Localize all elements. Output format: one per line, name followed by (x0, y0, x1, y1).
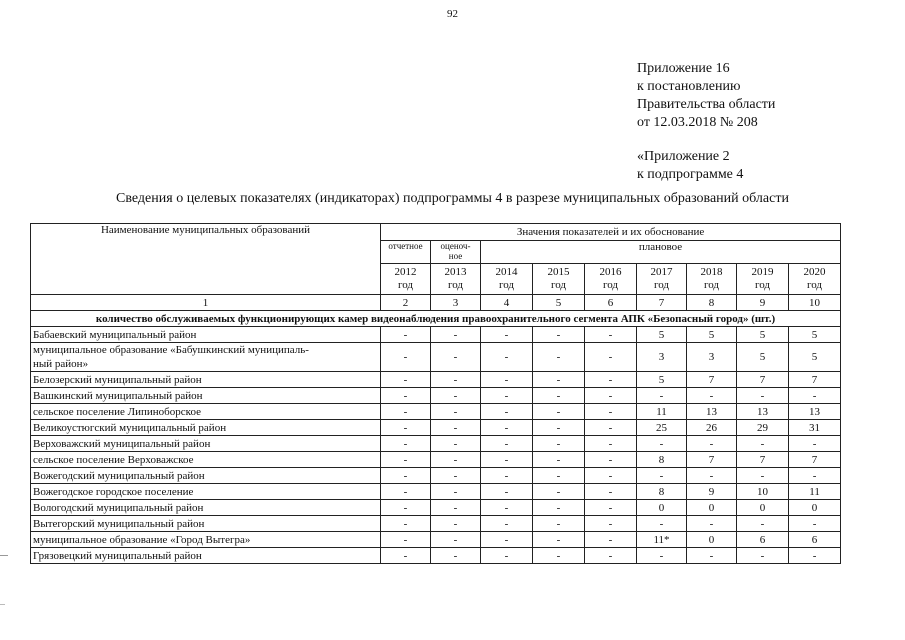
value-cell: - (533, 436, 585, 452)
value-cell: - (533, 500, 585, 516)
municipality-name: Вытегорский муниципальный район (31, 516, 381, 532)
value-cell: - (481, 452, 533, 468)
value-cell: - (381, 420, 431, 436)
value-cell: 7 (789, 372, 841, 388)
appendix-line: Приложение 16 (637, 61, 730, 76)
municipality-name: Бабаевский муниципальный район (31, 327, 381, 343)
column-number: 10 (789, 295, 841, 311)
value-cell: 13 (789, 404, 841, 420)
value-cell: 5 (637, 372, 687, 388)
table-row (31, 532, 841, 548)
value-cell: - (585, 516, 637, 532)
value-cell: - (481, 468, 533, 484)
table-row (31, 548, 841, 564)
value-cell: - (789, 468, 841, 484)
value-cell: - (381, 388, 431, 404)
column-number: 7 (637, 295, 687, 311)
municipality-name: Вожегодский муниципальный район (31, 468, 381, 484)
value-cell: - (533, 484, 585, 500)
header-year: 2019 год (737, 264, 789, 295)
value-cell: - (381, 548, 431, 564)
appendix-block (637, 60, 775, 132)
table-row (31, 372, 841, 388)
appendix-line: «Приложение 2 (637, 149, 730, 164)
value-cell: - (585, 452, 637, 468)
value-cell: - (585, 372, 637, 388)
municipality-name: муниципальное образование «Бабушкинский муниципаль- ный район» (31, 343, 381, 372)
value-cell: - (431, 388, 481, 404)
value-cell: 8 (637, 484, 687, 500)
value-cell: - (481, 404, 533, 420)
appendix-line: от 12.03.2018 № 208 (637, 115, 758, 130)
value-cell: - (381, 327, 431, 343)
value-cell: 7 (687, 372, 737, 388)
value-cell: 11 (637, 404, 687, 420)
value-cell: - (585, 500, 637, 516)
value-cell: - (585, 388, 637, 404)
header-year: 2015 год (533, 264, 585, 295)
column-number: 6 (585, 295, 637, 311)
value-cell: 7 (789, 452, 841, 468)
value-cell: - (481, 500, 533, 516)
value-cell: - (431, 404, 481, 420)
value-cell: - (381, 372, 431, 388)
value-cell: - (481, 484, 533, 500)
municipality-name: Вологодский муниципальный район (31, 500, 381, 516)
value-cell: 9 (687, 484, 737, 500)
value-cell: - (481, 388, 533, 404)
value-cell: - (637, 468, 687, 484)
value-cell: - (533, 548, 585, 564)
value-cell: 11 (789, 484, 841, 500)
value-cell: - (431, 548, 481, 564)
value-cell: - (637, 436, 687, 452)
value-cell: - (737, 516, 789, 532)
value-cell: - (481, 372, 533, 388)
header-year: 2018 год (687, 264, 737, 295)
column-number: 4 (481, 295, 533, 311)
value-cell: - (737, 388, 789, 404)
column-number: 9 (737, 295, 789, 311)
value-cell: - (637, 516, 687, 532)
table-row (31, 388, 841, 404)
value-cell: - (381, 452, 431, 468)
table-row (31, 484, 841, 500)
value-cell: - (585, 327, 637, 343)
value-cell: 31 (789, 420, 841, 436)
value-cell: - (481, 436, 533, 452)
value-cell: - (431, 452, 481, 468)
value-cell: - (431, 436, 481, 452)
value-cell: - (431, 468, 481, 484)
value-cell: 0 (789, 500, 841, 516)
value-cell: - (687, 468, 737, 484)
value-cell: - (585, 436, 637, 452)
table-row (31, 420, 841, 436)
value-cell: - (585, 420, 637, 436)
header-planned: плановое (481, 241, 841, 264)
table-row (31, 468, 841, 484)
value-cell: 7 (737, 452, 789, 468)
value-cell: 13 (687, 404, 737, 420)
value-cell: 25 (637, 420, 687, 436)
table-row (31, 452, 841, 468)
value-cell: 26 (687, 420, 737, 436)
table-row (31, 436, 841, 452)
municipality-name: Грязовецкий муниципальный район (31, 548, 381, 564)
value-cell: - (585, 468, 637, 484)
value-cell: - (533, 404, 585, 420)
table-row (31, 404, 841, 420)
table-row (31, 500, 841, 516)
document-title: Сведения о целевых показателях (индикаторах) подпрограммы 4 в разрезе муниципальных образований области (116, 191, 789, 206)
value-cell: 29 (737, 420, 789, 436)
value-cell: - (533, 327, 585, 343)
value-cell: - (533, 468, 585, 484)
value-cell: 5 (789, 327, 841, 343)
value-cell: - (381, 468, 431, 484)
value-cell: 5 (737, 327, 789, 343)
municipality-name: муниципальное образование «Город Вытегра» (31, 532, 381, 548)
value-cell: 7 (737, 372, 789, 388)
column-number: 5 (533, 295, 585, 311)
value-cell: - (687, 548, 737, 564)
municipality-name: сельское поселение Верховажское (31, 452, 381, 468)
value-cell: 6 (737, 532, 789, 548)
column-number: 3 (431, 295, 481, 311)
value-cell: - (533, 516, 585, 532)
value-cell: - (431, 532, 481, 548)
value-cell: 5 (637, 327, 687, 343)
value-cell: - (585, 532, 637, 548)
value-cell: - (431, 500, 481, 516)
value-cell: 6 (789, 532, 841, 548)
appendix-line: к постановлению (637, 79, 741, 94)
value-cell: - (481, 327, 533, 343)
value-cell: 5 (789, 343, 841, 372)
value-cell: - (637, 548, 687, 564)
value-cell: - (481, 548, 533, 564)
value-cell: - (431, 327, 481, 343)
value-cell: - (481, 420, 533, 436)
value-cell: - (431, 484, 481, 500)
value-cell: 3 (637, 343, 687, 372)
indicators-table (30, 223, 841, 564)
table-row (31, 343, 841, 372)
value-cell: - (585, 548, 637, 564)
value-cell: - (585, 484, 637, 500)
value-cell: - (533, 372, 585, 388)
municipality-name: Вашкинский муниципальный район (31, 388, 381, 404)
value-cell: - (381, 436, 431, 452)
value-cell: - (381, 484, 431, 500)
municipality-name: Великоустюгский муниципальный район (31, 420, 381, 436)
value-cell: - (481, 532, 533, 548)
value-cell: - (533, 343, 585, 372)
value-cell: 0 (637, 500, 687, 516)
header-values: Значения показателей и их обоснование (381, 224, 841, 241)
value-cell: - (637, 388, 687, 404)
appendix-subblock (637, 148, 743, 184)
value-cell: - (431, 420, 481, 436)
value-cell: 13 (737, 404, 789, 420)
header-year: 2016 год (585, 264, 637, 295)
value-cell: - (789, 436, 841, 452)
value-cell: - (687, 388, 737, 404)
municipality-name: Белозерский муниципальный район (31, 372, 381, 388)
value-cell: 0 (687, 500, 737, 516)
value-cell: - (737, 548, 789, 564)
value-cell: 0 (687, 532, 737, 548)
margin-mark (0, 604, 5, 605)
page-number: 92 (447, 8, 458, 20)
value-cell: - (789, 516, 841, 532)
header-year: 2012 год (381, 264, 431, 295)
value-cell: - (687, 516, 737, 532)
value-cell: - (431, 372, 481, 388)
header-year: 2017 год (637, 264, 687, 295)
value-cell: - (585, 343, 637, 372)
appendix-line: Правительства области (637, 97, 776, 112)
value-cell: - (585, 404, 637, 420)
header-estimated: оценоч- ное (431, 241, 481, 264)
header-reported: отчетное (381, 241, 431, 264)
value-cell: 5 (737, 343, 789, 372)
value-cell: - (381, 343, 431, 372)
header-municipality: Наименование муниципальных образований (31, 224, 381, 295)
value-cell: - (431, 516, 481, 532)
header-year: 2013 год (431, 264, 481, 295)
section-title: количество обслуживаемых функционирующих камер видеонаблюдения правоохранительного сегмента АПК «Безопасный город» (шт.) (31, 311, 841, 327)
header-year: 2014 год (481, 264, 533, 295)
value-cell: 5 (687, 327, 737, 343)
appendix-line: к подпрограмме 4 (637, 167, 744, 182)
value-cell: - (481, 343, 533, 372)
table-row (31, 516, 841, 532)
value-cell: - (737, 468, 789, 484)
value-cell: 7 (687, 452, 737, 468)
margin-mark (0, 555, 8, 556)
value-cell: - (687, 436, 737, 452)
value-cell: 10 (737, 484, 789, 500)
value-cell: - (381, 404, 431, 420)
column-number: 2 (381, 295, 431, 311)
value-cell: - (431, 343, 481, 372)
municipality-name: сельское поселение Липиноборское (31, 404, 381, 420)
value-cell: 0 (737, 500, 789, 516)
municipality-name: Верховажский муниципальный район (31, 436, 381, 452)
table-row (31, 327, 841, 343)
column-number: 8 (687, 295, 737, 311)
value-cell: - (789, 388, 841, 404)
value-cell: - (737, 436, 789, 452)
value-cell: 8 (637, 452, 687, 468)
value-cell: - (533, 532, 585, 548)
value-cell: - (533, 420, 585, 436)
value-cell: 3 (687, 343, 737, 372)
value-cell: - (381, 500, 431, 516)
value-cell: - (481, 516, 533, 532)
value-cell: - (789, 548, 841, 564)
column-number: 1 (31, 295, 381, 311)
header-year: 2020 год (789, 264, 841, 295)
value-cell: - (533, 452, 585, 468)
value-cell: - (381, 516, 431, 532)
municipality-name: Вожегодское городское поселение (31, 484, 381, 500)
value-cell: - (533, 388, 585, 404)
value-cell: 11* (637, 532, 687, 548)
value-cell: - (381, 532, 431, 548)
